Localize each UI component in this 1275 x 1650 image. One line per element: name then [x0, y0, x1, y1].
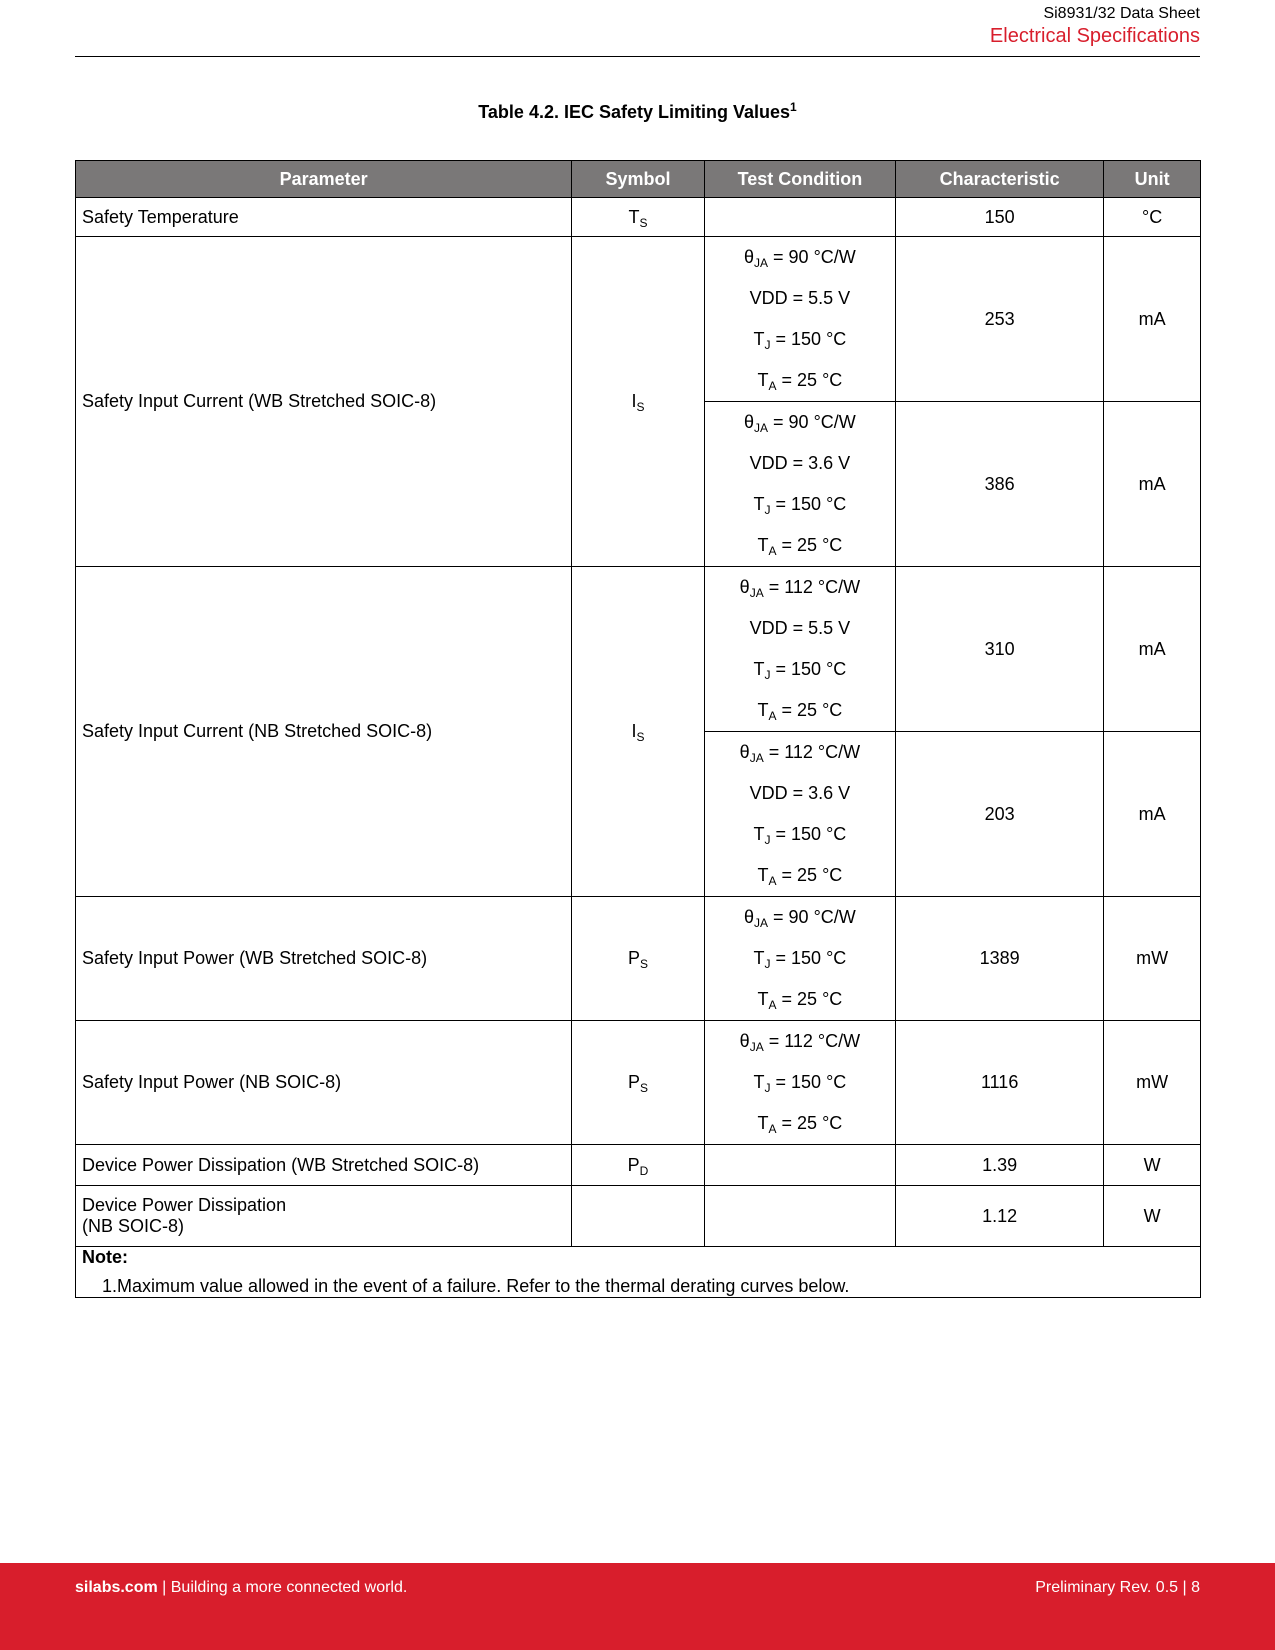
- condition-line: $T_A = 25$ °C: [757, 989, 843, 1012]
- table-row: [76, 897, 1201, 1021]
- note-title: Note:: [82, 1247, 128, 1267]
- table-title: [0, 100, 1275, 123]
- symbol-cell: $P_D$: [572, 1145, 704, 1186]
- parameter-cell: Safety Input Power (NB SOIC-8): [76, 1021, 572, 1145]
- condition-line: $\theta_{JA} = 112$ °C/W: [739, 577, 861, 600]
- parameter-cell: Safety Input Current (WB Stretched SOIC-8): [76, 237, 572, 567]
- characteristic-cell: 253: [896, 237, 1104, 402]
- col-header-symbol: Symbol: [572, 161, 704, 198]
- characteristic-cell: 150: [896, 198, 1104, 237]
- condition-cell: [704, 237, 895, 402]
- col-header-parameter: Parameter: [76, 161, 572, 198]
- header-doc-title: Si8931/32 Data Sheet: [1043, 5, 1200, 22]
- condition-cell: [704, 1186, 895, 1247]
- condition-cell: [704, 402, 895, 567]
- condition-line: $T_J = 150$ °C: [753, 329, 847, 352]
- parameter-cell: Device Power Dissipation (WB Stretched SOIC-8): [76, 1145, 572, 1186]
- characteristic-cell: 1.12: [896, 1186, 1104, 1247]
- unit-cell: W: [1104, 1186, 1201, 1247]
- condition-line: $\theta_{JA} = 112$ °C/W: [739, 1031, 861, 1054]
- col-header-characteristic: Characteristic: [896, 161, 1104, 198]
- footer-tagline: Building a more connected world.: [170, 1579, 408, 1596]
- col-header-unit: Unit: [1104, 161, 1201, 198]
- table-row: [76, 1186, 1201, 1247]
- condition-line: $\theta_{JA} = 90$ °C/W: [744, 907, 856, 930]
- note-item: 1.Maximum value allowed in the event of a failure. Refer to the thermal derating curves below.: [102, 1276, 850, 1296]
- symbol-cell: $P_S$: [572, 1021, 704, 1145]
- condition-line: $T_A = 25$ °C: [757, 535, 843, 558]
- condition-cell: [704, 1145, 895, 1186]
- characteristic-cell: 310: [896, 567, 1104, 732]
- characteristic-cell: 1389: [896, 897, 1104, 1021]
- table-header-row: [76, 161, 1201, 198]
- symbol-cell: $T_S$: [572, 198, 704, 237]
- condition-cell: [704, 1021, 895, 1145]
- condition-line: VDD = 5.5 V: [749, 618, 851, 638]
- condition-line: $T_A = 25$ °C: [757, 700, 843, 723]
- condition-line: $\theta_{JA} = 112$ °C/W: [739, 742, 861, 765]
- characteristic-cell: 1.39: [896, 1145, 1104, 1186]
- characteristic-cell: 386: [896, 402, 1104, 567]
- condition-cell: [704, 567, 895, 732]
- table-title-text: Table 4.2. IEC Safety Limiting Values: [478, 102, 791, 122]
- condition-line: $T_J = 150$ °C: [753, 948, 847, 971]
- condition-line: $T_J = 150$ °C: [753, 1072, 847, 1095]
- symbol-cell: $P_S$: [572, 897, 704, 1021]
- condition-line: $\theta_{JA} = 90$ °C/W: [744, 247, 856, 270]
- condition-cell: [704, 897, 895, 1021]
- table-row: [76, 1021, 1201, 1145]
- condition-line: $\theta_{JA} = 90$ °C/W: [744, 412, 856, 435]
- condition-line: $T_J = 150$ °C: [753, 824, 847, 847]
- symbol-cell: [572, 1186, 704, 1247]
- parameter-cell: Safety Input Current (NB Stretched SOIC-8): [76, 567, 572, 897]
- condition-line: VDD = 5.5 V: [749, 288, 851, 308]
- unit-cell: mA: [1104, 402, 1201, 567]
- condition-cell: [704, 732, 895, 897]
- table-row: [76, 237, 1201, 402]
- condition-line: VDD = 3.6 V: [749, 783, 851, 803]
- table-row: [76, 198, 1201, 237]
- col-header-test-condition: Test Condition: [704, 161, 895, 198]
- condition-cell: [704, 198, 895, 237]
- unit-cell: mA: [1104, 567, 1201, 732]
- characteristic-cell: 1116: [896, 1021, 1104, 1145]
- header-section-title: Electrical Specifications: [989, 25, 1200, 47]
- unit-cell: mW: [1104, 1021, 1201, 1145]
- header-rule: [75, 56, 1200, 57]
- parameter-cell: Safety Temperature: [76, 198, 572, 237]
- unit-cell: °C: [1104, 198, 1201, 237]
- condition-line: VDD = 3.6 V: [749, 453, 851, 473]
- symbol-cell: $I_S$: [572, 237, 704, 567]
- footer-left: [75, 1579, 407, 1597]
- table-row: [76, 1145, 1201, 1186]
- safety-limits-table: [75, 160, 1201, 1298]
- unit-cell: mA: [1104, 237, 1201, 402]
- parameter-cell: Safety Input Power (WB Stretched SOIC-8): [76, 897, 572, 1021]
- footer-revision-page: Preliminary Rev. 0.5 | 8: [1035, 1579, 1200, 1596]
- footer-site-link[interactable]: silabs.com: [75, 1579, 158, 1596]
- symbol-cell: $I_S$: [572, 567, 704, 897]
- condition-line: $T_A = 25$ °C: [757, 370, 843, 393]
- condition-line: $T_J = 150$ °C: [753, 494, 847, 517]
- table-note: [76, 1247, 1201, 1298]
- characteristic-cell: 203: [896, 732, 1104, 897]
- footer-separator: |: [157, 1579, 171, 1596]
- parameter-cell: Device Power Dissipation (NB SOIC-8): [76, 1186, 572, 1247]
- condition-line: $T_J = 150$ °C: [753, 659, 847, 682]
- footer-bar: [0, 1563, 1275, 1650]
- table-row: [76, 567, 1201, 732]
- table-note-row: [76, 1247, 1201, 1298]
- unit-cell: mA: [1104, 732, 1201, 897]
- table-title-footnote-ref: 1: [790, 100, 797, 114]
- condition-line: $T_A = 25$ °C: [757, 1113, 843, 1136]
- unit-cell: W: [1104, 1145, 1201, 1186]
- unit-cell: mW: [1104, 897, 1201, 1021]
- condition-line: $T_A = 25$ °C: [757, 865, 843, 888]
